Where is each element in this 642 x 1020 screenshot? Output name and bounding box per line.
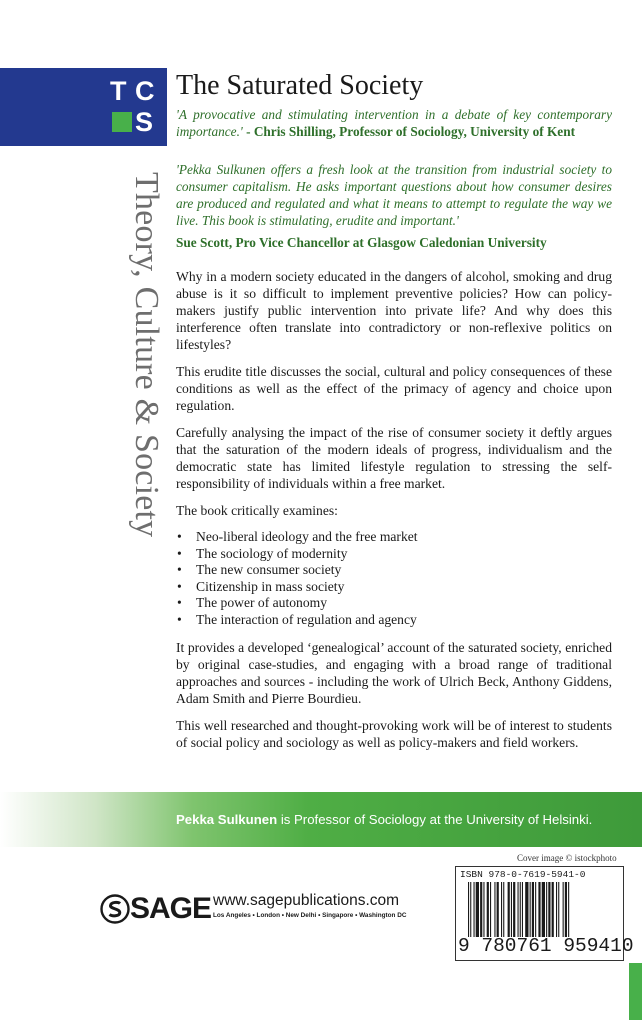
barcode-bar <box>556 882 557 937</box>
barcode-bar <box>525 882 528 937</box>
barcode-bar <box>520 882 521 937</box>
barcode-bar <box>546 882 547 937</box>
series-logo <box>0 68 167 146</box>
publisher-cities: Los Angeles • London • New Delhi • Singapore • Washington DC <box>213 912 407 919</box>
cover-image-credit: Cover image © istockphoto <box>517 853 617 863</box>
barcode-bar <box>497 882 499 937</box>
topic-item: • The power of autonomy <box>176 595 612 612</box>
author-bio-rest: is Professor of Sociology at the University of Helsinki. <box>277 812 593 827</box>
sage-circle-icon <box>100 894 130 924</box>
publisher-url[interactable]: www.sagepublications.com <box>213 892 400 909</box>
barcode-bar <box>508 882 510 937</box>
series-logo-letters <box>108 76 158 138</box>
topic-item: • Citizenship in mass society <box>176 579 612 596</box>
barcode-bar <box>494 882 495 937</box>
quote-1-text: 'A provocative and stimulating intervention in a debate of key contemporary importance.' <box>176 107 612 139</box>
blurb-paragraph: This well researched and thought-provoking work will be of interest to students of social policy and sociology as well as policy-makers and field workers. <box>176 717 612 750</box>
isbn-number: ISBN 978-0-7619-5941-0 <box>460 869 586 880</box>
quote-2-text: 'Pekka Sulkunen offers a fresh look at the transition from industrial society to consumer capitalism. He asks important questions about how consumer desires are produced and regulated and what it means to attempt to regulate the way we live. This book is stimulating, erudite and important.' <box>176 162 612 228</box>
barcode-digits: 9 780761 959410 <box>458 935 634 957</box>
author-bio <box>176 812 592 827</box>
barcode-bar <box>476 882 479 937</box>
barcode-bar <box>532 882 534 937</box>
blurb-paragraph: Why in a modern society educated in the dangers of alcohol, smoking and drug abuse is it so difficult to implement preventive policies? How can policy-makers justify public intervention into private life? And why does this interference often translate into contradictory or non-reflexive politics on lifestyles? <box>176 269 612 352</box>
blurb-body <box>176 268 612 761</box>
barcode-bar <box>468 882 469 937</box>
barcode-bar <box>490 882 491 937</box>
blurb-paragraph: It provides a developed ‘genealogical’ account of the saturated society, enriched by original case-studies, and engaging with a broad range of traditional approaches and sources - including the work of Ulrich Beck, Anthony Giddens, Adam Smith and Pierre Bourdieu. <box>176 639 612 706</box>
book-title: The Saturated Society <box>176 70 424 101</box>
quote-2 <box>176 161 612 229</box>
green-edge-strip <box>629 963 642 1020</box>
sage-wordmark: SAGE <box>130 892 212 925</box>
barcode-bar <box>558 882 559 937</box>
series-name-vertical <box>126 172 166 572</box>
topic-item: • The new consumer society <box>176 562 612 579</box>
blurb-paragraph: This erudite title discusses the social, cultural and policy consequences of these conditions as well as the effect of the primacy of agency and choice upon regulation. <box>176 364 612 413</box>
barcode-bars <box>468 882 616 937</box>
barcode-bar <box>563 882 564 937</box>
barcode-bar <box>513 882 515 937</box>
barcode-bar <box>470 882 471 937</box>
logo-letter-t: T <box>110 76 127 106</box>
logo-letter-s: S <box>135 107 154 137</box>
logo-letter-c: C <box>135 76 155 106</box>
barcode-bar <box>503 882 504 937</box>
series-name: Theory, Culture & Society <box>128 172 165 538</box>
barcode-bar <box>501 882 502 937</box>
barcode-bar <box>552 882 554 937</box>
barcode-bar <box>474 882 475 937</box>
barcode-bar <box>538 882 540 937</box>
isbn-barcode <box>455 866 634 961</box>
barcode-bar <box>518 882 519 937</box>
topic-item: • The sociology of modernity <box>176 546 612 563</box>
blurb-paragraph: The book critically examines: <box>176 503 338 518</box>
author-name: Pekka Sulkunen <box>176 812 278 827</box>
barcode-bar <box>565 882 567 937</box>
barcode-bar <box>535 882 536 937</box>
barcode-bar <box>530 882 531 937</box>
barcode-bar <box>568 882 569 937</box>
logo-green-square <box>112 112 132 132</box>
topics-list <box>176 529 612 629</box>
barcode-bar <box>548 882 550 937</box>
quote-1 <box>176 106 612 140</box>
topic-item: • The interaction of regulation and agency <box>176 612 612 629</box>
barcode-bar <box>487 882 489 937</box>
barcode-bar <box>511 882 512 937</box>
topic-item: • Neo-liberal ideology and the free market <box>176 529 612 546</box>
quote-2-attribution: Sue Scott, Pro Vice Chancellor at Glasgow Caledonian University <box>176 235 547 250</box>
barcode-bar <box>480 882 482 937</box>
barcode-bar <box>483 882 484 937</box>
barcode-bar <box>542 882 545 937</box>
blurb-paragraph: Carefully analysing the impact of the rise of consumer society it deftly argues that the saturation of the modern ideals of progress, individualism and the democratic state has limited lifestyle regulation to stressing the self-responsibility of individuals within a free market. <box>176 425 612 491</box>
barcode-bar <box>522 882 523 937</box>
quote-1-attribution: - Chris Shilling, Professor of Sociology, University of Kent <box>246 124 576 139</box>
